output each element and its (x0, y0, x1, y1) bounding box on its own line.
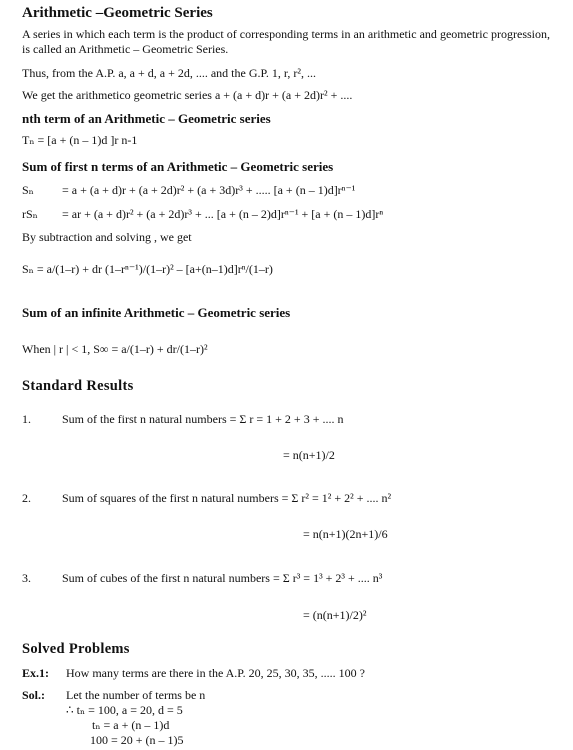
sn-label: Sₙ (22, 183, 34, 197)
result-2-value: = n(n+1)(2n+1)/6 (303, 527, 388, 541)
solution-line-3: tₙ = a + (n – 1)d (92, 718, 170, 732)
page-title: Arithmetic –Geometric Series (22, 5, 213, 21)
result-1-number: 1. (22, 412, 31, 426)
solution-line-2: ∴ tₙ = 100, a = 20, d = 5 (66, 703, 183, 717)
subtraction-line: By subtraction and solving , we get (22, 230, 192, 244)
solved-problems-heading: Solved Problems (22, 641, 130, 657)
result-1-text: Sum of the first n natural numbers = Σ r = 1 + 2 + 3 + .... n (62, 412, 344, 426)
result-3-value: = (n(n+1)/2)² (303, 608, 367, 622)
sn-result-formula: Sₙ = a/(1–r) + dr (1–rⁿ⁻¹)/(1–r)² – [a+(n–1)d]rⁿ/(1–r) (22, 262, 273, 276)
result-3-text: Sum of cubes of the first n natural numbers = Σ r³ = 1³ + 2³ + .... n³ (62, 571, 383, 585)
result-3-number: 3. (22, 571, 31, 585)
infinite-series-formula: When | r | < 1, S∞ = a/(1–r) + dr/(1–r)² (22, 342, 208, 356)
result-1-value: = n(n+1)/2 (283, 448, 335, 462)
result-2-text: Sum of squares of the first n natural numbers = Σ r² = 1² + 2² + .... n² (62, 491, 392, 505)
nth-term-formula: Tₙ = [a + (n – 1)d ]r n-1 (22, 133, 138, 147)
result-2-number: 2. (22, 491, 31, 505)
we-get-line: We get the arithmetico geometric series a + (a + d)r + (a + 2d)r² + .... (22, 88, 353, 102)
solution-line-4: 100 = 20 + (n – 1)5 (90, 733, 184, 747)
sn-expression: = a + (a + d)r + (a + 2d)r² + (a + 3d)r³ + ..... [a + (n – 1)d]rⁿ⁻¹ (62, 183, 356, 197)
rsn-expression: = ar + (a + d)r² + (a + 2d)r³ + ... [a + (n – 2)d]rⁿ⁻¹ + [a + (n – 1)d]rⁿ (62, 207, 384, 221)
standard-results-heading: Standard Results (22, 378, 134, 394)
intro-paragraph: A series in which each term is the product of corresponding terms in an arithmetic and geometric progression, is called an Arithmetic – Geometric Series. (22, 27, 550, 56)
example-1-label: Ex.1: (22, 666, 49, 680)
example-1-question: How many terms are there in the A.P. 20, 25, 30, 35, ..... 100 ? (66, 666, 365, 680)
sum-n-terms-heading: Sum of first n terms of an Arithmetic – Geometric series (22, 159, 334, 174)
solution-line-1: Let the number of terms be n (66, 688, 206, 702)
nth-term-heading: nth term of an Arithmetic – Geometric series (22, 111, 271, 126)
solution-label: Sol.: (22, 688, 46, 702)
infinite-series-heading: Sum of an infinite Arithmetic – Geometric series (22, 305, 291, 320)
rsn-label: rSₙ (22, 207, 38, 221)
thus-line: Thus, from the A.P. a, a + d, a + 2d, .... and the G.P. 1, r, r², ... (22, 66, 316, 80)
